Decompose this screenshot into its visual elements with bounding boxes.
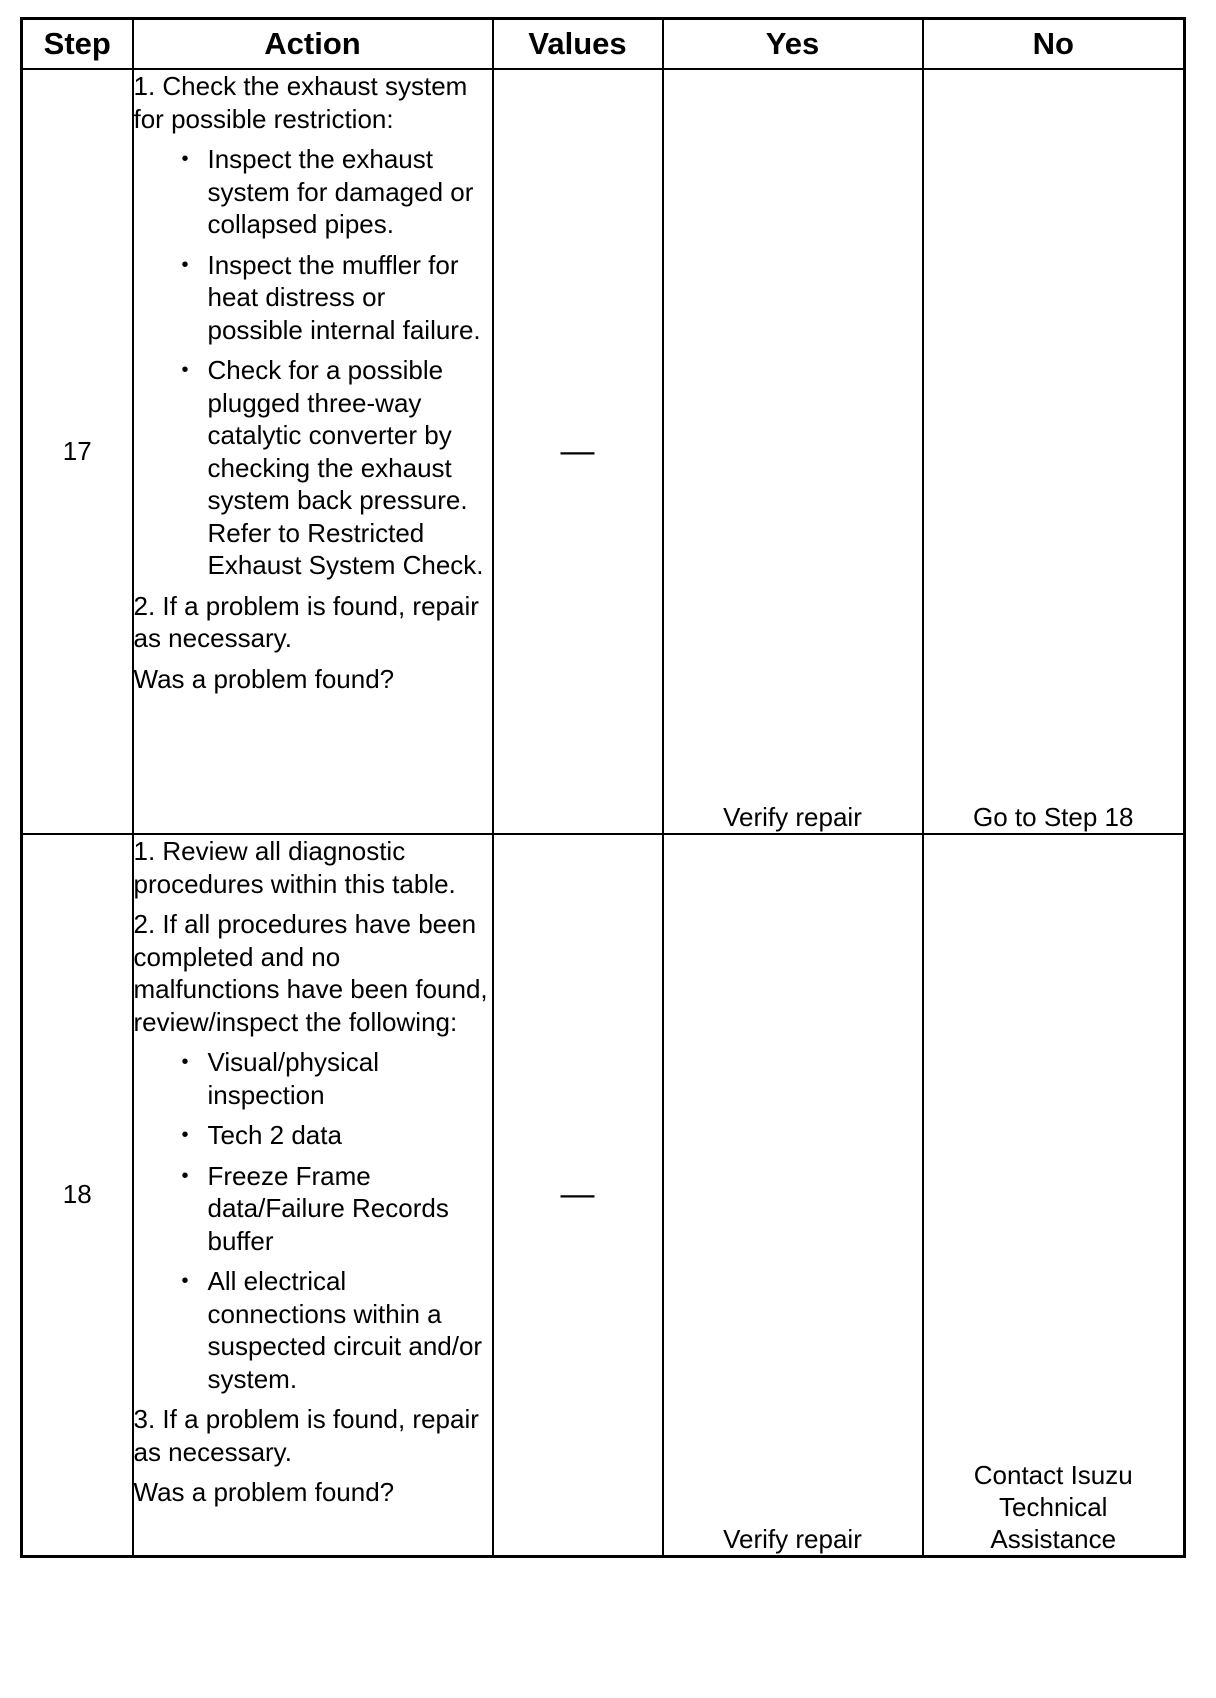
- action-bullet: • Freeze Frame data/Failure Records buffer: [181, 1160, 449, 1256]
- action-bullet: • Visual/physical inspection: [181, 1047, 380, 1110]
- diagnostic-table: [20, 17, 1186, 1558]
- value-dash: —: [560, 432, 595, 470]
- step-number: 18: [22, 834, 133, 1556]
- table-row-step-18: [22, 834, 1185, 1556]
- action-bullet: • All electrical connections within a suspected circuit and/or system.: [181, 1266, 483, 1394]
- header-yes: Yes: [663, 19, 923, 70]
- header-no: No: [923, 19, 1185, 70]
- action-bullet: • Inspect the exhaust system for damaged or collapsed pipes.: [181, 144, 474, 239]
- bullet-icon: •: [181, 253, 189, 276]
- action-cell: [133, 834, 493, 1556]
- bullet-icon: •: [181, 148, 189, 170]
- action-question: Was a problem found?: [133, 663, 395, 694]
- values-cell: [493, 834, 663, 1556]
- action-item: 3. If a problem is found, repair as necessary.: [133, 1404, 479, 1467]
- value-dash: —: [560, 1175, 595, 1214]
- bullet-icon: •: [181, 1164, 189, 1187]
- action-item: 1. Review all diagnostic procedures within this table.: [133, 836, 456, 899]
- yes-cell: Verify repair: [663, 69, 923, 834]
- action-cell: [133, 69, 493, 834]
- bullet-icon: •: [181, 1124, 189, 1146]
- action-item: 2. If a problem is found, repair as necessary.: [133, 590, 479, 653]
- table-row-step-17: [22, 69, 1185, 834]
- no-cell: [923, 834, 1185, 1556]
- action-item: 2. If all procedures have been completed and no malfunctions have been found, review/inspect the following:: [133, 909, 488, 1037]
- action-bullet: • Tech 2 data: [181, 1120, 342, 1150]
- action-item: 1. Check the exhaust system for possible restriction:: [133, 71, 468, 134]
- no-text: Contact Isuzu Technical Assistance: [973, 1459, 1133, 1554]
- no-cell: Go to Step 18: [923, 69, 1185, 834]
- header-row: [22, 19, 1185, 70]
- yes-cell: Verify repair: [663, 834, 923, 1556]
- header-step: Step: [22, 19, 133, 70]
- bullet-icon: •: [181, 1270, 189, 1292]
- bullet-icon: •: [181, 359, 189, 381]
- header-values: Values: [493, 19, 663, 70]
- values-cell: [493, 69, 663, 834]
- action-question: Was a problem found?: [133, 1477, 395, 1507]
- action-bullet: • Check for a possible plugged three-way catalytic converter by checking the exhaust system back pressure. Refer to Restricted Exhaust System Check.: [181, 355, 484, 580]
- action-bullet: • Inspect the muffler for heat distress or possible internal failure.: [181, 249, 481, 345]
- bullet-icon: •: [181, 1051, 189, 1073]
- header-action: Action: [133, 19, 493, 70]
- step-number: 17: [22, 69, 133, 834]
